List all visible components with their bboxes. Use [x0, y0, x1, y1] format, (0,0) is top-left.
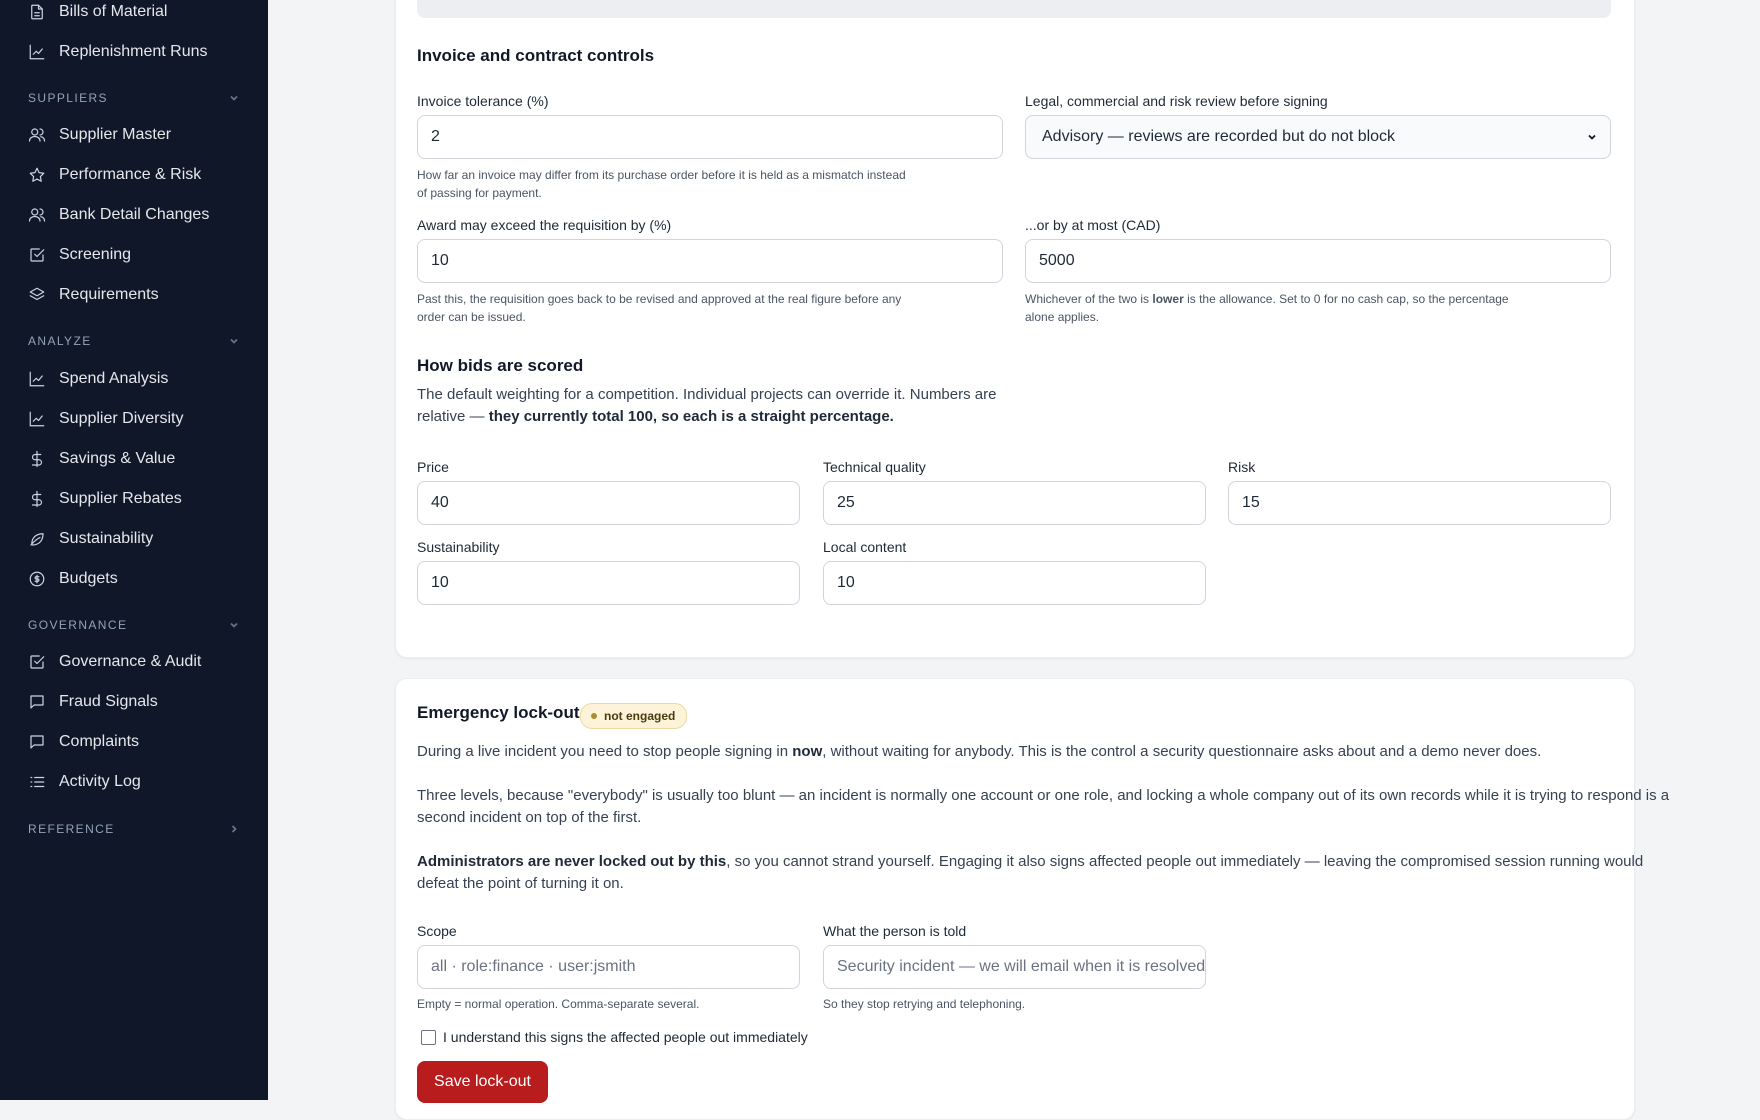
- sidebar-item-label: Fraud Signals: [59, 693, 158, 710]
- para-text: During a live incident you need to stop people signing in: [417, 743, 793, 760]
- section-title: GOVERNANCE: [28, 618, 128, 632]
- invoice-tolerance-help: [417, 166, 906, 202]
- award-exceed-input[interactable]: 10: [417, 239, 1003, 283]
- help-text: is the allowance. Set to 0 for no cash cap, so the percentage: [1183, 292, 1509, 306]
- scope-help: Empty = normal operation. Comma-separate several.: [417, 997, 700, 1011]
- sidebar-item-label: Supplier Rebates: [59, 490, 182, 507]
- local-content-label: Local content: [823, 539, 907, 555]
- message-input[interactable]: Security incident — we will email when it is resolved: [823, 945, 1206, 989]
- scope-label: Scope: [417, 923, 457, 939]
- price-label: Price: [417, 459, 449, 475]
- bids-description: [417, 384, 996, 428]
- chat-icon: [28, 733, 46, 751]
- list-icon: [28, 773, 46, 791]
- chart-line-icon: [28, 410, 46, 428]
- help-line: Past this, the requisition goes back to be revised and approved at the real figure before any: [417, 292, 902, 306]
- sustainability-weight-input[interactable]: 10: [417, 561, 800, 605]
- checkbox-icon: [28, 246, 46, 264]
- section-title: SUPPLIERS: [28, 91, 108, 105]
- local-content-weight-input[interactable]: 10: [823, 561, 1206, 605]
- dollar-icon: [28, 490, 46, 508]
- section-title: ANALYZE: [28, 334, 92, 348]
- help-text: Whichever of the two is: [1025, 292, 1153, 306]
- legal-review-selected-value: Advisory — reviews are recorded but do not block: [1042, 128, 1396, 145]
- users-icon: [28, 206, 46, 224]
- help-line: [1025, 290, 1509, 308]
- sidebar-item-sustainability[interactable]: [28, 521, 153, 557]
- lockout-paragraph-2: [417, 785, 1670, 829]
- sidebar-item-label: Governance & Audit: [59, 653, 202, 670]
- legal-review-select[interactable]: [1025, 115, 1611, 159]
- sidebar: [0, 0, 268, 1100]
- status-badge-label: not engaged: [604, 709, 676, 723]
- sidebar-section-governance[interactable]: [28, 615, 240, 635]
- sidebar-item-label: Complaints: [59, 733, 140, 750]
- sidebar-item-label: Savings & Value: [59, 450, 176, 467]
- risk-weight-input[interactable]: 15: [1228, 481, 1611, 525]
- sidebar-item-activity-log[interactable]: [28, 764, 141, 800]
- sidebar-section-reference[interactable]: [28, 819, 240, 839]
- legal-review-label: Legal, commercial and risk review before signing: [1025, 93, 1328, 109]
- scope-input[interactable]: all · role:finance · user:jsmith: [417, 945, 800, 989]
- section-title: REFERENCE: [28, 822, 115, 836]
- sidebar-item-bills-of-material[interactable]: [28, 0, 167, 30]
- sidebar-item-replenishment-runs[interactable]: [28, 34, 208, 70]
- sidebar-item-requirements[interactable]: [28, 277, 159, 313]
- chevron-down-icon: [228, 335, 240, 347]
- sidebar-item-label: Bank Detail Changes: [59, 206, 210, 223]
- sidebar-item-label: Screening: [59, 246, 132, 263]
- help-emphasis: lower: [1152, 292, 1184, 306]
- technical-quality-weight-input[interactable]: 25: [823, 481, 1206, 525]
- sidebar-item-label: Bills of Material: [59, 3, 168, 20]
- section-heading-controls: Invoice and contract controls: [417, 46, 655, 65]
- lockout-paragraph-1: [417, 741, 1611, 763]
- sustainability-label: Sustainability: [417, 539, 500, 555]
- sidebar-item-label: Performance & Risk: [59, 166, 202, 183]
- sidebar-item-label: Supplier Diversity: [59, 410, 184, 427]
- sidebar-item-bank-detail-changes[interactable]: [28, 197, 209, 233]
- chat-icon: [28, 693, 46, 711]
- lockout-heading: Emergency lock-out: [417, 703, 580, 722]
- price-weight-input[interactable]: 40: [417, 481, 800, 525]
- sidebar-item-label: Supplier Master: [59, 126, 172, 143]
- sidebar-item-performance-risk[interactable]: [28, 157, 201, 193]
- para-line: second incident on top of the first.: [417, 809, 642, 826]
- para-text: , so you cannot strand yourself. Engaging it also signs affected people out immediately — leaving the compromised session running would: [726, 853, 1644, 870]
- sidebar-item-complaints[interactable]: [28, 724, 139, 760]
- desc-text: relative —: [417, 408, 489, 425]
- sidebar-item-fraud-signals[interactable]: [28, 684, 158, 720]
- chevron-right-icon: [228, 823, 240, 835]
- risk-label: Risk: [1228, 459, 1256, 475]
- sidebar-item-label: Activity Log: [59, 773, 141, 790]
- para-emphasis: Administrators are never locked out by this: [417, 853, 727, 870]
- sidebar-item-supplier-diversity[interactable]: [28, 401, 183, 437]
- sidebar-item-governance-audit[interactable]: [28, 644, 201, 680]
- cash-cap-label: ...or by at most (CAD): [1025, 217, 1161, 233]
- users-icon: [28, 126, 46, 144]
- sidebar-item-screening[interactable]: [28, 237, 131, 273]
- help-line: of passing for payment.: [417, 186, 542, 200]
- chart-line-icon: [28, 370, 46, 388]
- save-lockout-button[interactable]: Save lock-out: [417, 1061, 548, 1103]
- confirm-checkbox-label[interactable]: I understand this signs the affected people out immediately: [443, 1029, 808, 1045]
- desc-emphasis: they currently total 100, so each is a straight percentage.: [488, 408, 894, 425]
- section-heading-bids: How bids are scored: [417, 356, 584, 375]
- star-icon: [28, 166, 46, 184]
- sidebar-section-suppliers[interactable]: [28, 88, 240, 108]
- sidebar-item-spend-analysis[interactable]: [28, 361, 168, 397]
- award-exceed-label: Award may exceed the requisition by (%): [417, 217, 672, 233]
- chevron-down-icon: [1586, 131, 1598, 143]
- para-line: Three levels, because "everybody" is usually too blunt — an incident is normally one account or one role, and locking a whole company out of its own records while it is trying to respond is a: [417, 787, 1670, 804]
- chevron-down-icon: [228, 92, 240, 104]
- layers-icon: [28, 286, 46, 304]
- cash-cap-help: [1025, 290, 1509, 326]
- cash-cap-input[interactable]: 5000: [1025, 239, 1611, 283]
- sidebar-item-budgets[interactable]: [28, 561, 118, 597]
- help-line: order can be issued.: [417, 310, 526, 324]
- dollar-icon: [28, 450, 46, 468]
- status-dot-icon: [591, 713, 597, 719]
- para-emphasis: now: [792, 743, 823, 760]
- sidebar-item-label: Sustainability: [59, 530, 154, 547]
- message-help: So they stop retrying and telephoning.: [823, 997, 1026, 1011]
- sidebar-section-analyze[interactable]: [28, 331, 240, 351]
- sidebar-item-label: Replenishment Runs: [59, 43, 208, 60]
- settings-card: [395, 0, 1635, 658]
- para-text: , without waiting for anybody. This is the control a security questionnaire asks about and a demo never does.: [822, 743, 1542, 760]
- checkbox-icon: [28, 653, 46, 671]
- chevron-down-icon: [228, 619, 240, 631]
- sidebar-item-savings-value[interactable]: [28, 441, 175, 477]
- sidebar-item-supplier-master[interactable]: [28, 117, 171, 153]
- coin-icon: [28, 570, 46, 588]
- desc-line: [417, 406, 996, 428]
- invoice-tolerance-input[interactable]: 2: [417, 115, 1003, 159]
- chart-line-icon: [28, 43, 46, 61]
- para-line: defeat the point of turning it on.: [417, 875, 624, 892]
- document-icon: [28, 3, 46, 21]
- invoice-tolerance-label: Invoice tolerance (%): [417, 93, 549, 109]
- technical-quality-label: Technical quality: [823, 459, 926, 475]
- sidebar-item-label: Spend Analysis: [59, 370, 169, 387]
- message-label: What the person is told: [823, 923, 967, 939]
- confirm-checkbox[interactable]: [421, 1030, 436, 1045]
- sidebar-item-label: Requirements: [59, 286, 159, 303]
- para-line: [417, 851, 1644, 873]
- help-line: How far an invoice may differ from its purchase order before it is held as a mismatch instead: [417, 168, 906, 182]
- desc-line: The default weighting for a competition. Individual projects can override it. Numbers are: [417, 386, 997, 403]
- award-exceed-help: [417, 290, 901, 326]
- leaf-icon: [28, 530, 46, 548]
- sidebar-item-supplier-rebates[interactable]: [28, 481, 182, 517]
- status-badge: [580, 703, 687, 729]
- lockout-paragraph-3: [417, 851, 1644, 895]
- help-line: alone applies.: [1025, 310, 1100, 324]
- sidebar-item-label: Budgets: [59, 570, 118, 587]
- previous-field-remnant: [417, 0, 1611, 18]
